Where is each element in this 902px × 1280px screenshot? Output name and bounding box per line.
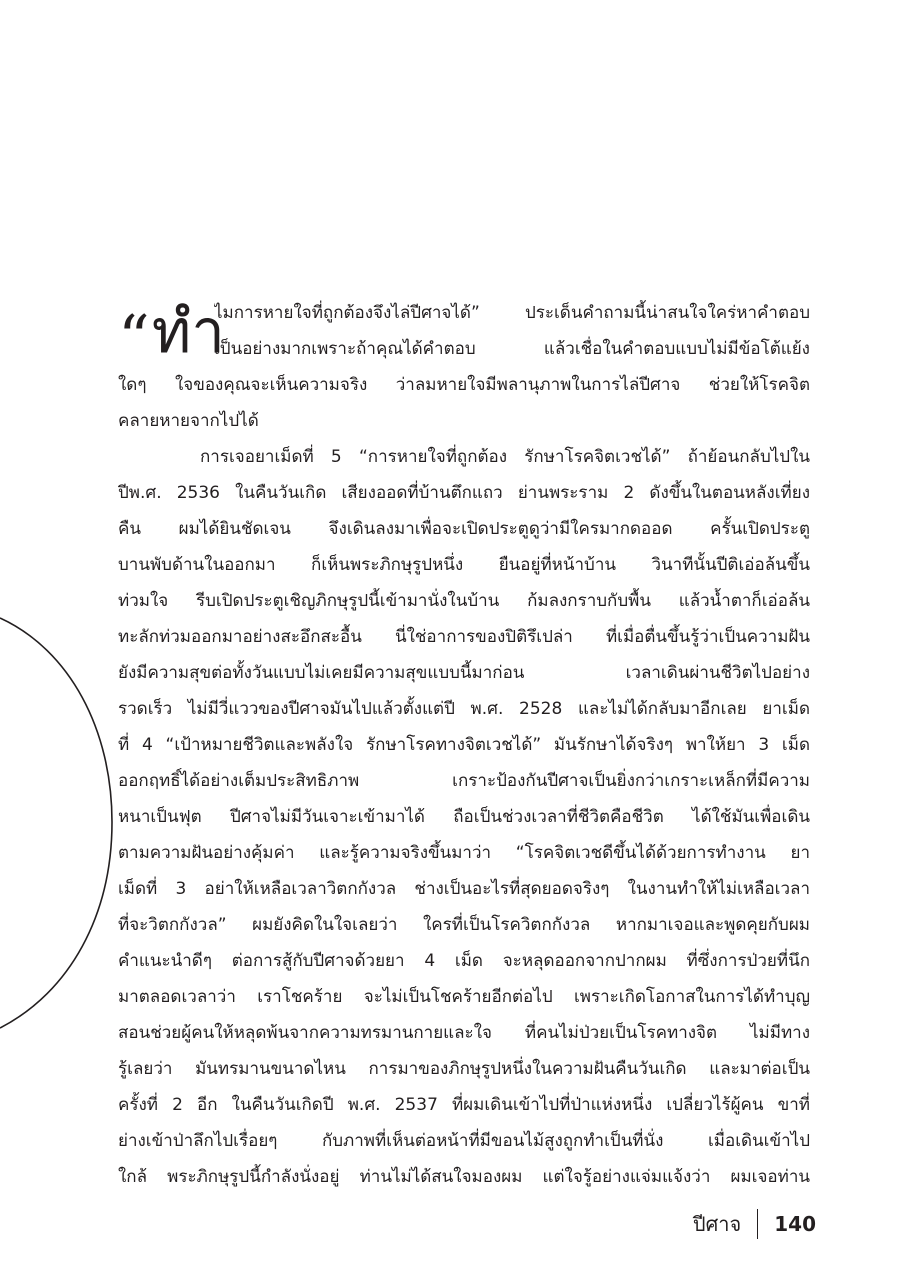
text-line: ท่วมใจ รีบเปิดประตูเชิญภิกษุรูปนี้เข้ามานั่งในบ้าน ก้มลงกราบกับพื้น แล้วน้ำตาก็เอ่อล้น (118, 591, 810, 611)
text-line: รู้เลยว่า มันทรมานขนาดไหน การมาของภิกษุรูปหนึ่งในความฝันคืนวันเกิด และมาต่อเป็น (118, 1059, 810, 1079)
text-line: ไมการหายใจที่ถูกต้องจึงไล่ปีศาจได้” ประเด็นคำถามนี้น่าสนใจใคร่หาคำตอบ (214, 303, 810, 323)
text-line: ออกฤทธิ์ได้อย่างเต็มประสิทธิภาพ เกราะป้องกันปีศาจเป็นยิ่งกว่าเกราะเหล็กที่มีความ (118, 771, 810, 791)
text-line: ใกล้ พระภิกษุรูปนี้กำลังนั่งอยู่ ท่านไม่ได้สนใจมองผม แต่ใจรู้อย่างแจ่มแจ้งว่า ผมเจอท่าน (118, 1167, 810, 1187)
text-line: การเจอยาเม็ดที่ 5 “การหายใจที่ถูกต้อง รักษาโรคจิตเวชได้” ถ้าย้อนกลับไปใน (200, 447, 810, 467)
text-line: รวดเร็ว ไม่มีวี่แววของปีศาจมันไปแล้วตั้งแต่ปี พ.ศ. 2528 และไม่ได้กลับมาอีกเลย ยาเม็ด (118, 699, 810, 719)
text-line: ปีพ.ศ. 2536 ในคืนวันเกิด เสียงออดที่บ้านตึกแถว ย่านพระราม 2 ดังขึ้นในตอนหลังเที่ยง (118, 483, 810, 503)
text-line: คืน ผมได้ยินชัดเจน จึงเดินลงมาเพื่อจะเปิดประตูดูว่ามีใครมากดออด ครั้นเปิดประตู (118, 519, 810, 539)
opening-quote-mark: “ (118, 301, 150, 374)
drop-cap: ทำ (151, 297, 225, 367)
page-footer (693, 1207, 816, 1241)
text-line: ที่ 4 “เป้าหมายชีวิตและพลังใจ รักษาโรคทางจิตเวชได้” มันรักษาได้จริงๆ พาให้ยา 3 เม็ด (118, 735, 810, 755)
text-line: ย่างเข้าป่าลึกไปเรื่อยๆ กับภาพที่เห็นต่อหน้าที่มีขอนไม้สูงถูกทำเป็นที่นั่ง เมื่อเดินเข้าไป (118, 1131, 810, 1151)
text-line: มาตลอดเวลาว่า เราโชคร้าย จะไม่เป็นโชคร้ายอีกต่อไป เพราะเกิดโอกาสในการได้ทำบุญ (118, 987, 810, 1007)
section-title: ปีศาจ (692, 1212, 742, 1236)
text-line: คำแนะนำดีๆ ต่อการสู้กับปีศาจด้วยยา 4 เม็ด จะหลุดออกจากปากผม ที่ซึ่งการป่วยที่นึก (118, 951, 810, 971)
text-line: คลายหายจากไปได้ (118, 411, 259, 431)
text-line: บานพับด้านในออกมา ก็เห็นพระภิกษุรูปหนึ่ง ยืนอยู่ที่หน้าบ้าน วินาทีนั้นปีติเอ่อล้นขึ้น (118, 555, 810, 575)
text-line: ตามความฝันอย่างคุ้มค่า และรู้ความจริงขึ้นมาว่า “โรคจิตเวชดีขึ้นได้ด้วยการทำงาน ยา (118, 843, 810, 863)
text-line: เม็ดที่ 3 อย่าให้เหลือเวลาวิตกกังวล ช่างเป็นอะไรที่สุดยอดจริงๆ ในงานทำให้ไม่เหลือเวลา (118, 879, 810, 899)
drop-cap-group (118, 297, 225, 374)
text-line: เป็นอย่างมากเพราะถ้าคุณได้คำตอบ แล้วเชื่อในคำตอบแบบไม่มีข้อโต้แย้ง (214, 339, 810, 359)
page-number: 140 (774, 1212, 816, 1236)
drop-cap-lines (214, 295, 810, 367)
text-line: ยังมีความสุขต่อทั้งวันแบบไม่เคยมีความสุขแบบนี้มาก่อน เวลาเดินผ่านชีวิตไปอย่าง (118, 663, 810, 683)
text-line: ทะลักท่วมออกมาอย่างสะอึกสะอื้น นี่ใช่อาการของปิติรึเปล่า ที่เมื่อตื่นขึ้นรู้ว่าเป็นความฝัน (118, 627, 810, 647)
text-line: ที่จะวิตกกังวล” ผมยังคิดในใจเลยว่า ใครที่เป็นโรควิตกกังวล หากมาเจอและพูดคุยกับผม (118, 915, 810, 935)
text-line: ครั้งที่ 2 อีก ในคืนวันเกิดปี พ.ศ. 2537 ที่ผมเดินเข้าไปที่ป่าแห่งหนึ่ง เปลี่ยวไร้ผู้คน ขาที่ (118, 1095, 810, 1115)
footer-divider (757, 1209, 758, 1239)
decorative-arc (0, 560, 120, 1080)
text-line: หนาเป็นฟุต ปีศาจไม่มีวันเจาะเข้ามาได้ ถือเป็นช่วงเวลาที่ชีวิตคือชีวิต ได้ใช้มันเพื่อเดิน (118, 807, 810, 827)
text-line: สอนช่วยผู้คนให้หลุดพ้นจากความทรมานกายและใจ ที่คนไม่ป่วยเป็นโรคทางจิต ไม่มีทาง (118, 1023, 810, 1043)
article-body (118, 367, 810, 1195)
text-line: ใดๆ ใจของคุณจะเห็นความจริง ว่าลมหายใจมีพลานุภาพในการไล่ปีศาจ ช่วยให้โรคจิต (118, 375, 810, 395)
